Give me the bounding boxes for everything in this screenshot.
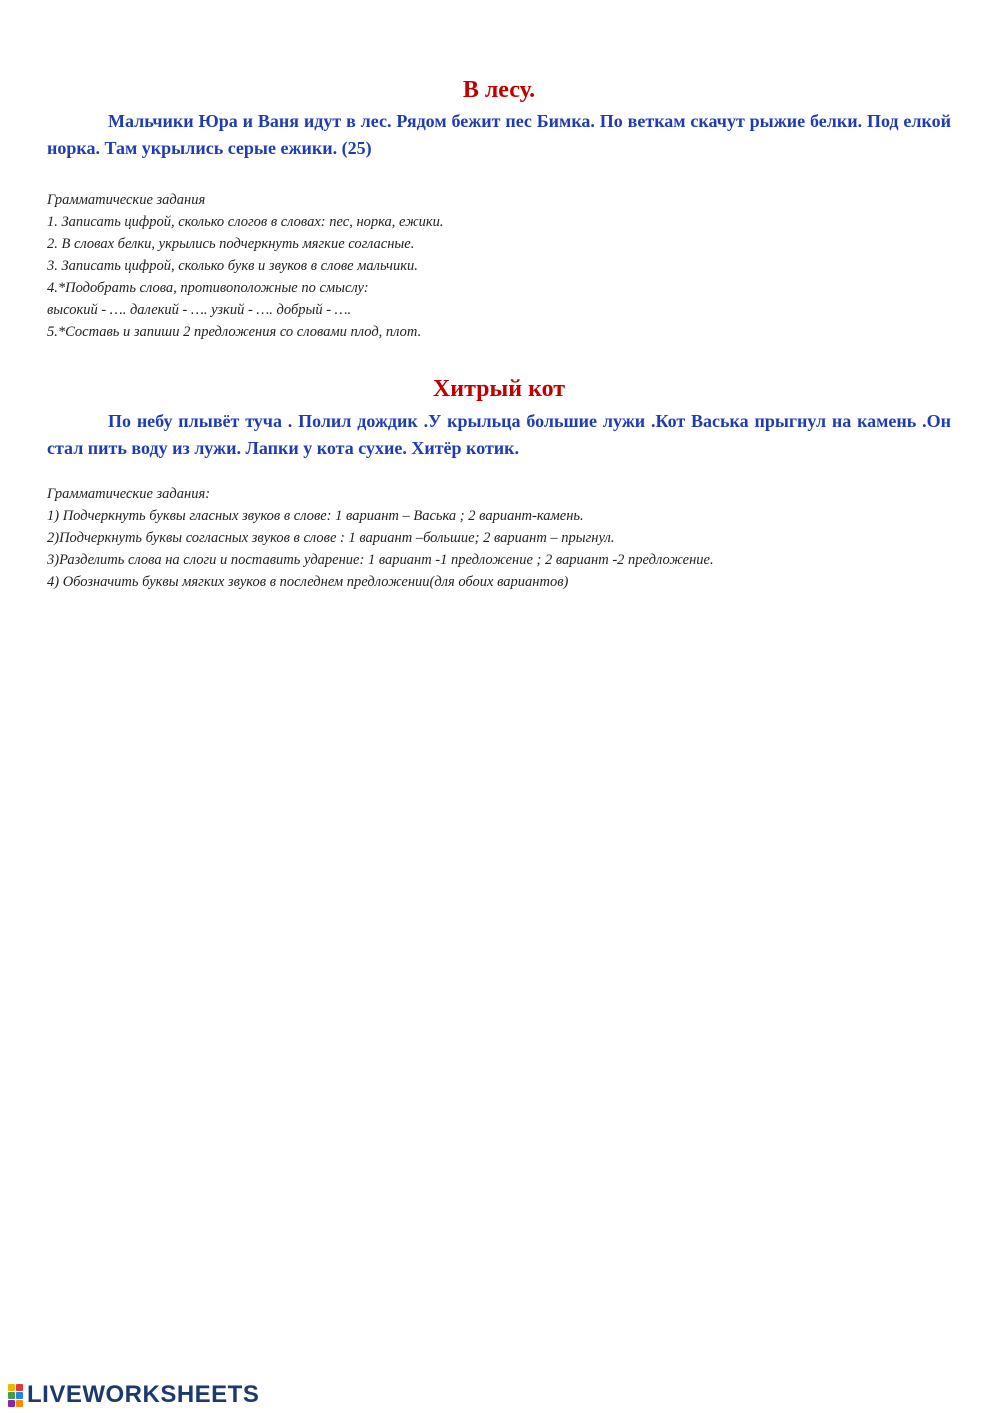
section2-tasks-heading: Грамматические задания:: [47, 486, 211, 502]
section2-task-3: 3)Разделить слова на слоги и поставить ударение: 1 вариант -1 предложение ; 2 вариант -2 предложение.: [47, 552, 714, 568]
logo-block-icon: [8, 1400, 15, 1407]
section1-tasks-heading: Грамматические задания: [47, 192, 206, 208]
logo-text: LIVEWORKSHEETS: [27, 1381, 260, 1408]
section2-title: Хитрый кот: [432, 376, 566, 402]
section1-task-4: 4.*Подобрать слова, противоположные по смыслу:: [47, 280, 369, 296]
section2-task-1: 1) Подчеркнуть буквы гласных звуков в слове: 1 вариант – Васька ; 2 вариант-камень.: [47, 508, 584, 524]
logo-blocks-icon: [8, 1384, 23, 1407]
section1-title: В лесу.: [462, 77, 536, 103]
section2-task-2: 2)Подчеркнуть буквы согласных звуков в слове : 1 вариант –большие; 2 вариант – прыгнул.: [47, 530, 615, 546]
section1-task-4-words: высокий - …. далекий - …. узкий - …. добрый - ….: [47, 302, 352, 318]
section1-story: Мальчики Юра и Ваня идут в лес. Рядом бежит пес Бимка. По веткам скачут рыжие белки. Под елкой норка. Там укрылись серые ежики. (25): [47, 111, 951, 158]
liveworksheets-logo[interactable]: [8, 1380, 259, 1410]
section1-task-5: 5.*Составь и запиши 2 предложения со словами плод, плот.: [47, 324, 422, 340]
logo-block-icon: [8, 1384, 15, 1391]
section2-tasks: [47, 483, 951, 593]
section2-story: По небу плывёт туча . Полил дождик .У крыльца большие лужи .Кот Васька прыгнул на камень .Он стал пить воду из лужи. Лапки у кота сухие. Хитёр котик.: [47, 411, 951, 458]
section1-task-3: 3. Записать цифрой, сколько букв и звуков в слове мальчики.: [47, 258, 418, 274]
logo-block-icon: [16, 1392, 23, 1399]
logo-block-icon: [8, 1392, 15, 1399]
logo-block-icon: [16, 1400, 23, 1407]
logo-block-icon: [16, 1384, 23, 1391]
section1-task-1: 1. Записать цифрой, сколько слогов в словах: пес, норка, ежики.: [47, 214, 444, 230]
section2-task-4: 4) Обозначить буквы мягких звуков в последнем предложении(для обоих вариантов): [47, 574, 569, 590]
section1-task-2: 2. В словах белки, укрылись подчеркнуть мягкие согласные.: [47, 236, 415, 252]
section1-tasks: [47, 189, 951, 343]
